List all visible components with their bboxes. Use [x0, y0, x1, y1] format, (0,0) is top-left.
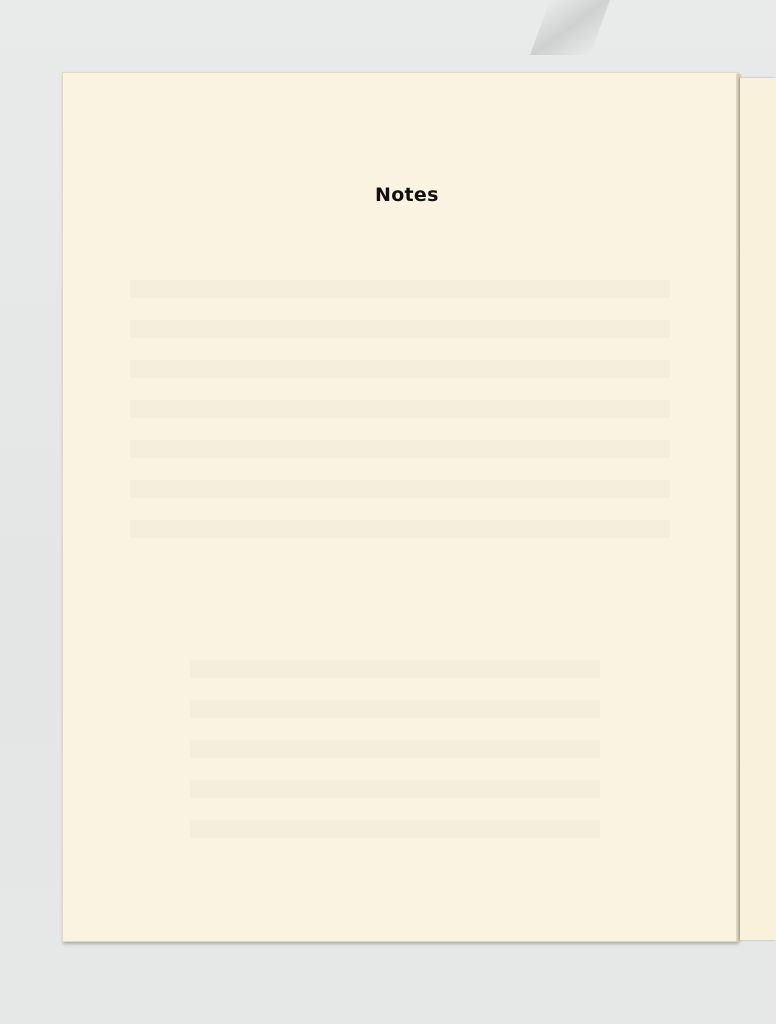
- facing-page-edge: [740, 78, 776, 940]
- page-title: Notes: [375, 184, 439, 206]
- bleed-through-block: [130, 280, 670, 540]
- bleed-through-block-lower: [190, 660, 600, 840]
